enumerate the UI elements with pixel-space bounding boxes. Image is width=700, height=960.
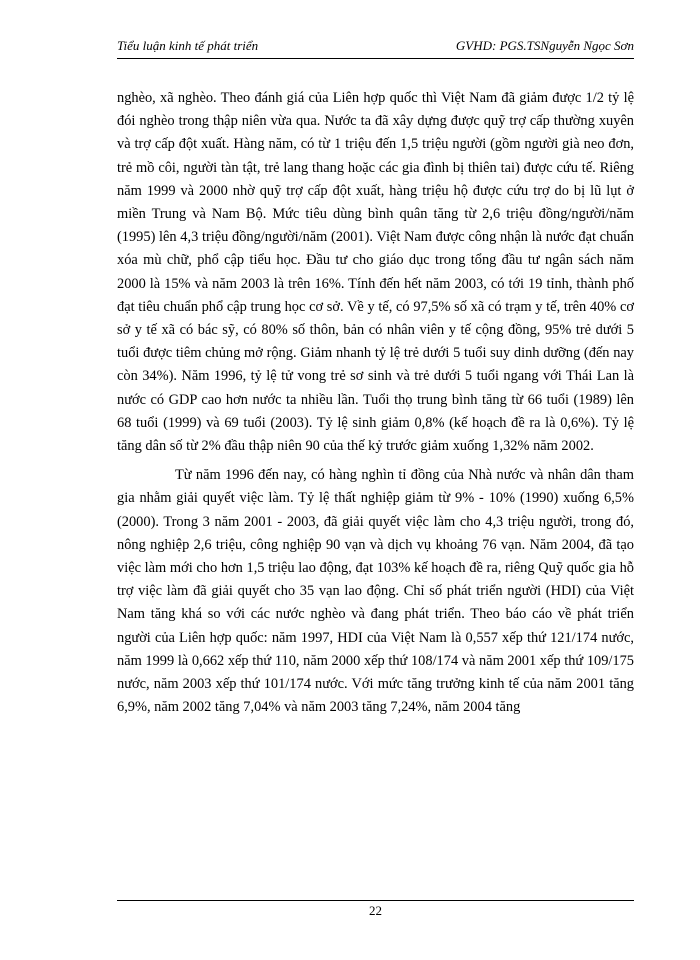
header-instructor: GVHD: PGS.TSNguyễn Ngọc Sơn xyxy=(455,38,634,53)
page-body xyxy=(117,87,634,719)
body-paragraph-1: nghèo, xã nghèo. Theo đánh giá của Liên hợp quốc thì Việt Nam đã giảm được 1/2 tỷ lệ đói nghèo trong thập niên vừa qua. Nước ta đã xây dựng được quỹ trợ cấp thường xuyên và trợ cấp đột xuất. Hàng năm, có từ 1 triệu đến 1,5 triệu người (gồm người già neo đơn, trẻ mồ côi, người tàn tật, trẻ lang thang hoặc các gia đình bị thiên tai) được cứu tế. Riêng năm 1999 và 2000 nhờ quỹ trợ cấp đột xuất, hàng triệu hộ được cứu trợ do bị lũ lụt ở miền Trung và Nam Bộ. Mức tiêu dùng bình quân tăng từ 2,6 triệu đồng/người/năm (1995) lên 4,3 triệu đồng/người/năm (2001). Việt Nam được công nhận là nước đạt chuẩn xóa mù chữ, phổ cập tiểu học. Đầu tư cho giáo dục trong tổng đầu tư ngân sách năm 2000 là 15% và năm 2003 là trên 16%. Tính đến hết năm 2003, có tới 19 tỉnh, thành phố đạt tiêu chuẩn phổ cập trung học cơ sở. Về y tế, có 97,5% số xã có trạm y tế, trên 40% cơ sở y tế xã có bác sỹ, có 80% số thôn, bản có nhân viên y tế cộng đồng, 95% trẻ dưới 5 tuổi được tiêm chủng mở rộng. Giảm nhanh tỷ lệ trẻ dưới 5 tuổi suy dinh dưỡng (đến nay còn 34%). Năm 1996, tỷ lệ tử vong trẻ sơ sinh và trẻ dưới 5 tuổi ngang với Thái Lan là nước có GDP cao hơn nước ta nhiều lần. Tuổi thọ trung bình tăng từ 66 tuổi (1989) lên 68 tuổi (1999) và 69 tuổi (2003). Tỷ lệ sinh giảm 0,8% (kế hoạch đề ra là 0,6%). Tỷ lệ tăng dân số từ 2% đầu thập niên 90 của thế kỷ trước giảm xuống 1,32% năm 2002. xyxy=(117,90,634,455)
page-footer xyxy=(117,900,634,919)
header-title: Tiểu luận kinh tế phát triển xyxy=(117,38,259,53)
page-number: 22 xyxy=(369,903,382,918)
body-paragraph-2: Từ năm 1996 đến nay, có hàng nghìn tỉ đồng của Nhà nước và nhân dân tham gia nhằm giải quyết việc làm. Tỷ lệ thất nghiệp giảm từ 9% - 10% (1990) xuống 6,5% (2000). Trong 3 năm 2001 - 2003, đã giải quyết việc làm cho 4,3 triệu người, trong đó, nông nghiệp 2,6 triệu, công nghiệp 90 vạn và dịch vụ khoảng 76 vạn. Năm 2004, đã tạo việc làm mới cho hơn 1,5 triệu lao động, đạt 103% kế hoạch đề ra, riêng Quỹ quốc gia hỗ trợ việc làm đã giải quyết cho 35 vạn lao động. Chỉ số phát triển người (HDI) của Việt Nam tăng khá so với các nước nghèo và đang phát triển. Theo báo cáo về phát triển người của Liên hợp quốc: năm 1997, HDI của Việt Nam là 0,557 xếp thứ 121/174 nước, năm 1999 là 0,662 xếp thứ 110, năm 2000 xếp thứ 108/174 và năm 2001 xếp thứ 109/175 nước, năm 2003 xếp thứ 101/174 nước. Với mức tăng trưởng kinh tế của năm 2001 tăng 6,9%, năm 2002 tăng 7,04% và năm 2003 tăng 7,24%, năm 2004 tăng xyxy=(117,467,634,716)
page-header xyxy=(117,38,634,59)
